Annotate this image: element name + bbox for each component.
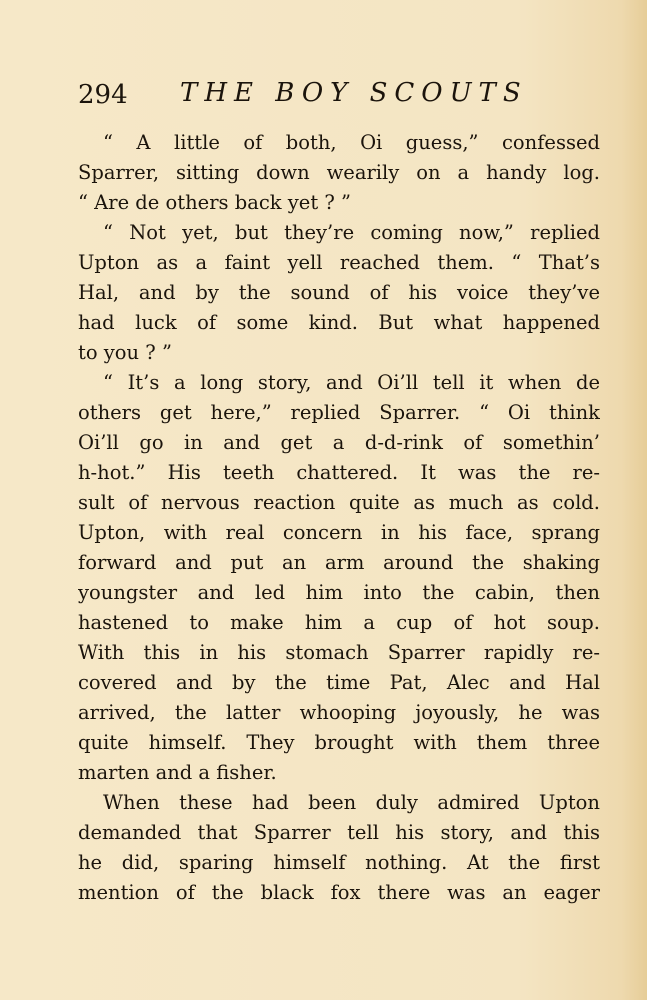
text-line: quite himself. They brought with them three xyxy=(78,731,600,754)
text-line: mention of the black fox there was an eager xyxy=(78,881,600,904)
body-text xyxy=(78,128,600,908)
text-line: demanded that Sparrer tell his story, and this xyxy=(78,821,600,844)
text-line: “ It’s a long story, and Oi’ll tell it when de xyxy=(103,371,600,394)
text-line: h-hot.” His teeth chattered. It was the re- xyxy=(78,461,600,484)
text-line: marten and a fisher. xyxy=(78,761,277,784)
text-line: others get here,” replied Sparrer. “ Oi think xyxy=(78,401,600,424)
text-line: Sparrer, sitting down wearily on a handy log. xyxy=(78,161,600,184)
text-line: to you ? ” xyxy=(78,341,172,364)
text-line: hastened to make him a cup of hot soup. xyxy=(78,611,600,634)
text-line: covered and by the time Pat, Alec and Hal xyxy=(78,671,600,694)
text-line: “ Are de others back yet ? ” xyxy=(78,191,351,214)
text-line: “ Not yet, but they’re coming now,” replied xyxy=(103,221,600,244)
text-line: youngster and led him into the cabin, then xyxy=(78,581,600,604)
page-number: 294 xyxy=(78,80,128,110)
text-line: With this in his stomach Sparrer rapidly re- xyxy=(78,641,600,664)
running-header xyxy=(78,78,600,114)
running-title: THE BOY SCOUTS xyxy=(180,78,528,108)
text-line: Oi’ll go in and get a d-d-rink of somethin’ xyxy=(78,431,600,454)
text-line: Hal, and by the sound of his voice they’ve xyxy=(78,281,600,304)
text-line: When these had been duly admired Upton xyxy=(103,791,600,814)
text-line: arrived, the latter whooping joyously, he was xyxy=(78,701,600,724)
text-line: “ A little of both, Oi guess,” confessed xyxy=(103,131,600,154)
text-line: Upton, with real concern in his face, sprang xyxy=(78,521,600,544)
text-line: Upton as a faint yell reached them. “ That’s xyxy=(78,251,600,274)
text-line: he did, sparing himself nothing. At the first xyxy=(78,851,600,874)
text-line: forward and put an arm around the shaking xyxy=(78,551,600,574)
text-line: sult of nervous reaction quite as much as cold. xyxy=(78,491,600,514)
text-line: had luck of some kind. But what happened xyxy=(78,311,600,334)
